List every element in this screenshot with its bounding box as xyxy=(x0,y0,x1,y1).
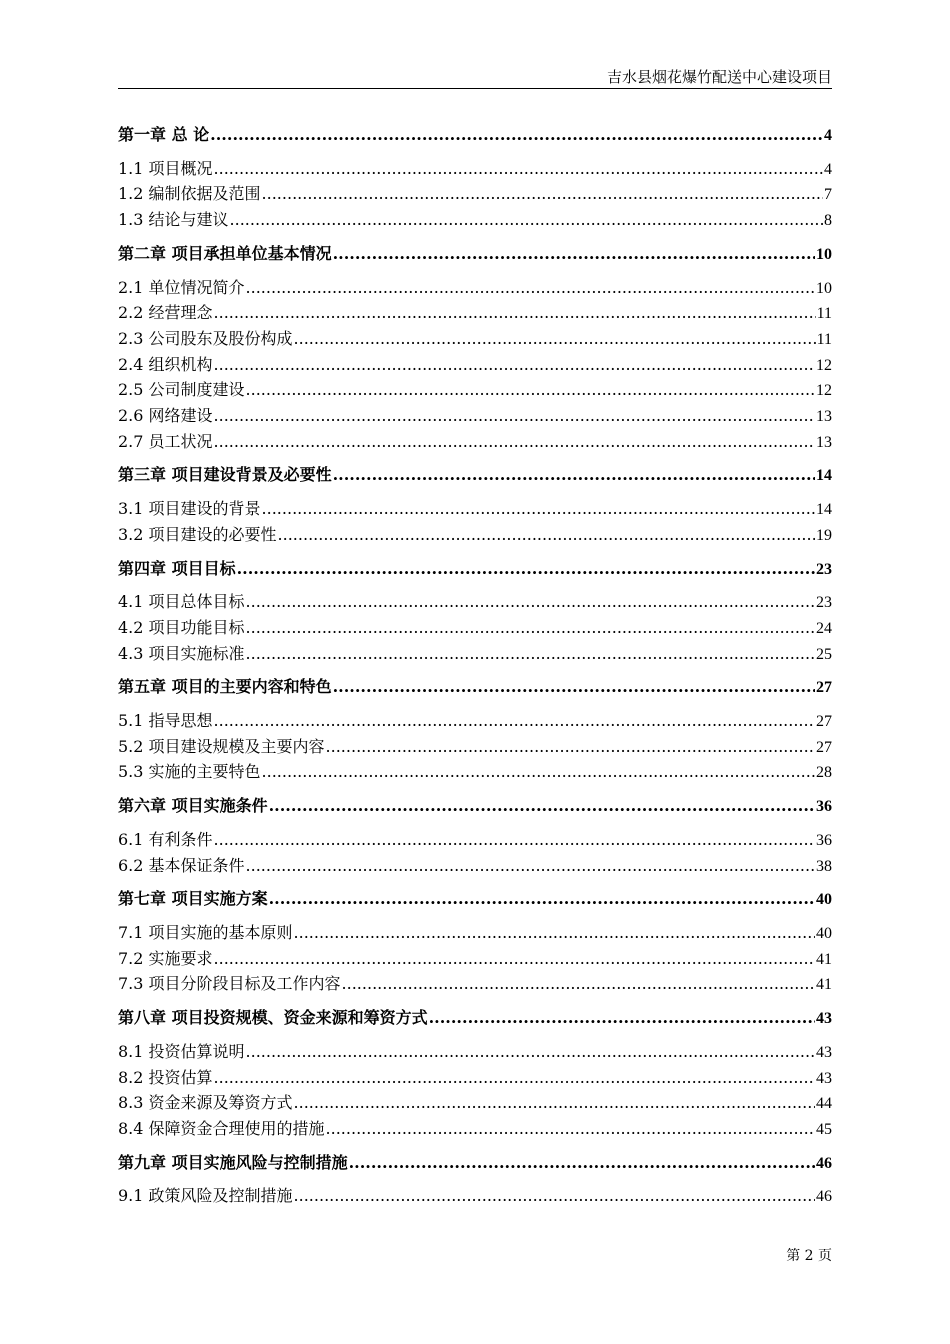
toc-entry-title: 9.1 政策风险及控制措施 xyxy=(118,1186,293,1206)
dot-leader xyxy=(294,1091,815,1116)
toc-section-entry[interactable] xyxy=(118,182,832,208)
toc-entry-title: 4.1 项目总体目标 xyxy=(118,592,245,612)
toc-entry-page-number: 10 xyxy=(816,245,832,263)
dot-leader xyxy=(246,854,815,879)
dot-leader xyxy=(214,709,815,734)
toc-entry-title: 第四章 项目目标 xyxy=(118,558,236,578)
toc-entry-page-number: 41 xyxy=(816,976,832,994)
toc-chapter-entry[interactable] xyxy=(118,1006,832,1032)
toc-chapter-entry[interactable] xyxy=(118,794,832,820)
toc-section-entry[interactable] xyxy=(118,353,832,379)
toc-entry-title: 第一章 总 论 xyxy=(118,125,210,144)
toc-entry-title: 1.1 项目概况 xyxy=(118,158,213,178)
dot-leader xyxy=(429,1006,815,1031)
dot-leader xyxy=(214,1066,815,1091)
dot-leader xyxy=(246,276,815,301)
toc-chapter-entry[interactable] xyxy=(118,887,832,913)
toc-entry-title: 4.3 项目实施标准 xyxy=(118,643,245,663)
toc-section-entry[interactable] xyxy=(118,590,832,616)
toc-entry-title: 5.2 项目建设规模及主要内容 xyxy=(118,736,325,756)
toc-chapter-entry[interactable] xyxy=(118,1151,832,1177)
dot-leader xyxy=(214,301,816,326)
dot-leader xyxy=(214,157,823,182)
dot-leader xyxy=(214,353,815,378)
toc-entry-page-number: 46 xyxy=(816,1154,832,1172)
dot-leader xyxy=(262,760,815,785)
toc-entry-title: 5.3 实施的主要特色 xyxy=(118,762,261,782)
dot-leader xyxy=(262,182,823,207)
toc-section-entry[interactable] xyxy=(118,972,832,998)
dot-leader xyxy=(269,887,815,912)
dot-leader xyxy=(262,497,815,522)
toc-entry-page-number: 24 xyxy=(816,619,832,637)
toc-entry-title: 6.1 有利条件 xyxy=(118,829,213,849)
toc-entry-page-number: 19 xyxy=(816,526,832,544)
running-header: 吉水县烟花爆竹配送中心建设项目 xyxy=(606,68,832,86)
toc-entry-page-number: 41 xyxy=(816,950,832,968)
toc-section-entry[interactable] xyxy=(118,616,832,642)
toc-entry-page-number: 13 xyxy=(816,408,832,426)
toc-entry-page-number: 28 xyxy=(816,764,832,782)
toc-entry-page-number: 8 xyxy=(824,212,832,230)
toc-chapter-entry[interactable] xyxy=(118,557,832,583)
toc-entry-page-number: 23 xyxy=(816,594,832,612)
toc-entry-page-number: 46 xyxy=(816,1188,832,1206)
toc-entry-page-number: 25 xyxy=(816,645,832,663)
toc-entry-page-number: 40 xyxy=(816,891,832,909)
dot-leader xyxy=(269,794,815,819)
toc-entry-page-number: 36 xyxy=(816,831,832,849)
toc-entry-title: 7.1 项目实施的基本原则 xyxy=(118,922,293,942)
toc-entry-title: 8.4 保障资金合理使用的措施 xyxy=(118,1118,325,1138)
dot-leader xyxy=(210,123,823,148)
toc-section-entry[interactable] xyxy=(118,276,832,302)
toc-entry-page-number: 38 xyxy=(816,857,832,875)
toc-entry-title: 第五章 项目的主要内容和特色 xyxy=(118,677,332,697)
toc-entry-page-number: 12 xyxy=(816,382,832,400)
dot-leader xyxy=(333,463,815,488)
dot-leader xyxy=(294,921,815,946)
dot-leader xyxy=(326,1117,815,1142)
toc-section-entry[interactable] xyxy=(118,497,832,523)
toc-chapter-entry[interactable] xyxy=(118,675,832,701)
toc-entry-title: 3.2 项目建设的必要性 xyxy=(118,524,277,544)
toc-entry-page-number: 7 xyxy=(824,186,832,204)
toc-entry-page-number: 10 xyxy=(816,279,832,297)
toc-entry-title: 8.2 投资估算 xyxy=(118,1067,213,1087)
toc-entry-title: 2.6 网络建设 xyxy=(118,406,213,426)
toc-entry-title: 7.2 实施要求 xyxy=(118,948,213,968)
toc-section-entry[interactable] xyxy=(118,1066,832,1092)
toc-section-entry[interactable] xyxy=(118,327,832,353)
toc-entry-page-number: 43 xyxy=(816,1043,832,1061)
toc-entry-page-number: 14 xyxy=(816,467,832,485)
header-rule xyxy=(118,88,832,89)
dot-leader xyxy=(237,557,815,582)
table-of-contents xyxy=(118,123,832,1210)
toc-section-entry[interactable] xyxy=(118,301,832,327)
dot-leader xyxy=(326,735,815,760)
toc-entry-title: 2.2 经营理念 xyxy=(118,303,213,323)
toc-entry-page-number: 27 xyxy=(816,679,832,697)
toc-entry-page-number: 13 xyxy=(816,433,832,451)
toc-section-entry[interactable] xyxy=(118,642,832,668)
toc-section-entry[interactable] xyxy=(118,404,832,430)
toc-entry-title: 8.1 投资估算说明 xyxy=(118,1041,245,1061)
dot-leader xyxy=(294,327,816,352)
toc-entry-page-number: 4 xyxy=(824,160,832,178)
toc-entry-title: 2.4 组织机构 xyxy=(118,354,213,374)
toc-section-entry[interactable] xyxy=(118,378,832,404)
toc-section-entry[interactable] xyxy=(118,1184,832,1210)
toc-section-entry[interactable] xyxy=(118,854,832,880)
toc-entry-title: 5.1 指导思想 xyxy=(118,711,213,731)
toc-section-entry[interactable] xyxy=(118,208,832,234)
toc-entry-title: 1.3 结论与建议 xyxy=(118,210,229,230)
toc-entry-page-number: 23 xyxy=(816,560,832,578)
page-number: 第 2 页 xyxy=(786,1248,832,1264)
toc-entry-page-number: 44 xyxy=(816,1095,832,1113)
toc-entry-page-number: 43 xyxy=(816,1010,832,1028)
toc-section-entry[interactable] xyxy=(118,157,832,183)
toc-entry-title: 2.5 公司制度建设 xyxy=(118,380,245,400)
toc-entry-title: 第六章 项目实施条件 xyxy=(118,796,268,816)
toc-entry-page-number: 14 xyxy=(816,501,832,519)
toc-entry-title: 4.2 项目功能目标 xyxy=(118,617,245,637)
dot-leader xyxy=(214,947,815,972)
toc-chapter-entry[interactable] xyxy=(118,123,832,149)
dot-leader xyxy=(246,642,815,667)
toc-entry-title: 2.3 公司股东及股份构成 xyxy=(118,328,293,348)
toc-section-entry[interactable] xyxy=(118,921,832,947)
dot-leader xyxy=(333,242,815,267)
toc-section-entry[interactable] xyxy=(118,735,832,761)
toc-section-entry[interactable] xyxy=(118,760,832,786)
toc-section-entry[interactable] xyxy=(118,430,832,456)
toc-chapter-entry[interactable] xyxy=(118,463,832,489)
toc-entry-page-number: 45 xyxy=(816,1120,832,1138)
toc-entry-title: 第九章 项目实施风险与控制措施 xyxy=(118,1152,348,1172)
toc-entry-page-number: 27 xyxy=(816,713,832,731)
dot-leader xyxy=(349,1151,815,1176)
toc-entry-title: 6.2 基本保证条件 xyxy=(118,855,245,875)
dot-leader xyxy=(230,208,823,233)
toc-entry-page-number: 40 xyxy=(816,924,832,942)
dot-leader xyxy=(342,972,815,997)
toc-entry-title: 1.2 编制依据及范围 xyxy=(118,184,261,204)
dot-leader xyxy=(294,1184,815,1209)
dot-leader xyxy=(214,404,815,429)
toc-entry-title: 7.3 项目分阶段目标及工作内容 xyxy=(118,974,341,994)
dot-leader xyxy=(333,675,815,700)
toc-entry-title: 2.7 员工状况 xyxy=(118,431,213,451)
toc-entry-page-number: 27 xyxy=(816,738,832,756)
dot-leader xyxy=(214,430,815,455)
toc-entry-title: 第二章 项目承担单位基本情况 xyxy=(118,243,332,263)
toc-section-entry[interactable] xyxy=(118,523,832,549)
toc-entry-title: 第八章 项目投资规模、资金来源和筹资方式 xyxy=(118,1008,428,1028)
toc-section-entry[interactable] xyxy=(118,1040,832,1066)
toc-chapter-entry[interactable] xyxy=(118,242,832,268)
toc-entry-page-number: 4 xyxy=(824,127,832,144)
dot-leader xyxy=(278,523,815,548)
dot-leader xyxy=(246,616,815,641)
toc-section-entry[interactable] xyxy=(118,1091,832,1117)
toc-entry-page-number: 43 xyxy=(816,1069,832,1087)
toc-entry-title: 第三章 项目建设背景及必要性 xyxy=(118,465,332,485)
toc-entry-title: 第七章 项目实施方案 xyxy=(118,889,268,909)
dot-leader xyxy=(246,1040,815,1065)
dot-leader xyxy=(214,828,815,853)
toc-section-entry[interactable] xyxy=(118,947,832,973)
toc-entry-title: 8.3 资金来源及筹资方式 xyxy=(118,1093,293,1113)
toc-section-entry[interactable] xyxy=(118,709,832,735)
toc-entry-page-number: 11 xyxy=(816,305,832,323)
toc-entry-title: 2.1 单位情况简介 xyxy=(118,277,245,297)
toc-section-entry[interactable] xyxy=(118,1117,832,1143)
toc-section-entry[interactable] xyxy=(118,828,832,854)
dot-leader xyxy=(246,590,815,615)
toc-entry-page-number: 36 xyxy=(816,798,832,816)
dot-leader xyxy=(246,378,815,403)
toc-entry-page-number: 11 xyxy=(816,330,832,348)
toc-entry-title: 3.1 项目建设的背景 xyxy=(118,499,261,519)
toc-entry-page-number: 12 xyxy=(816,356,832,374)
